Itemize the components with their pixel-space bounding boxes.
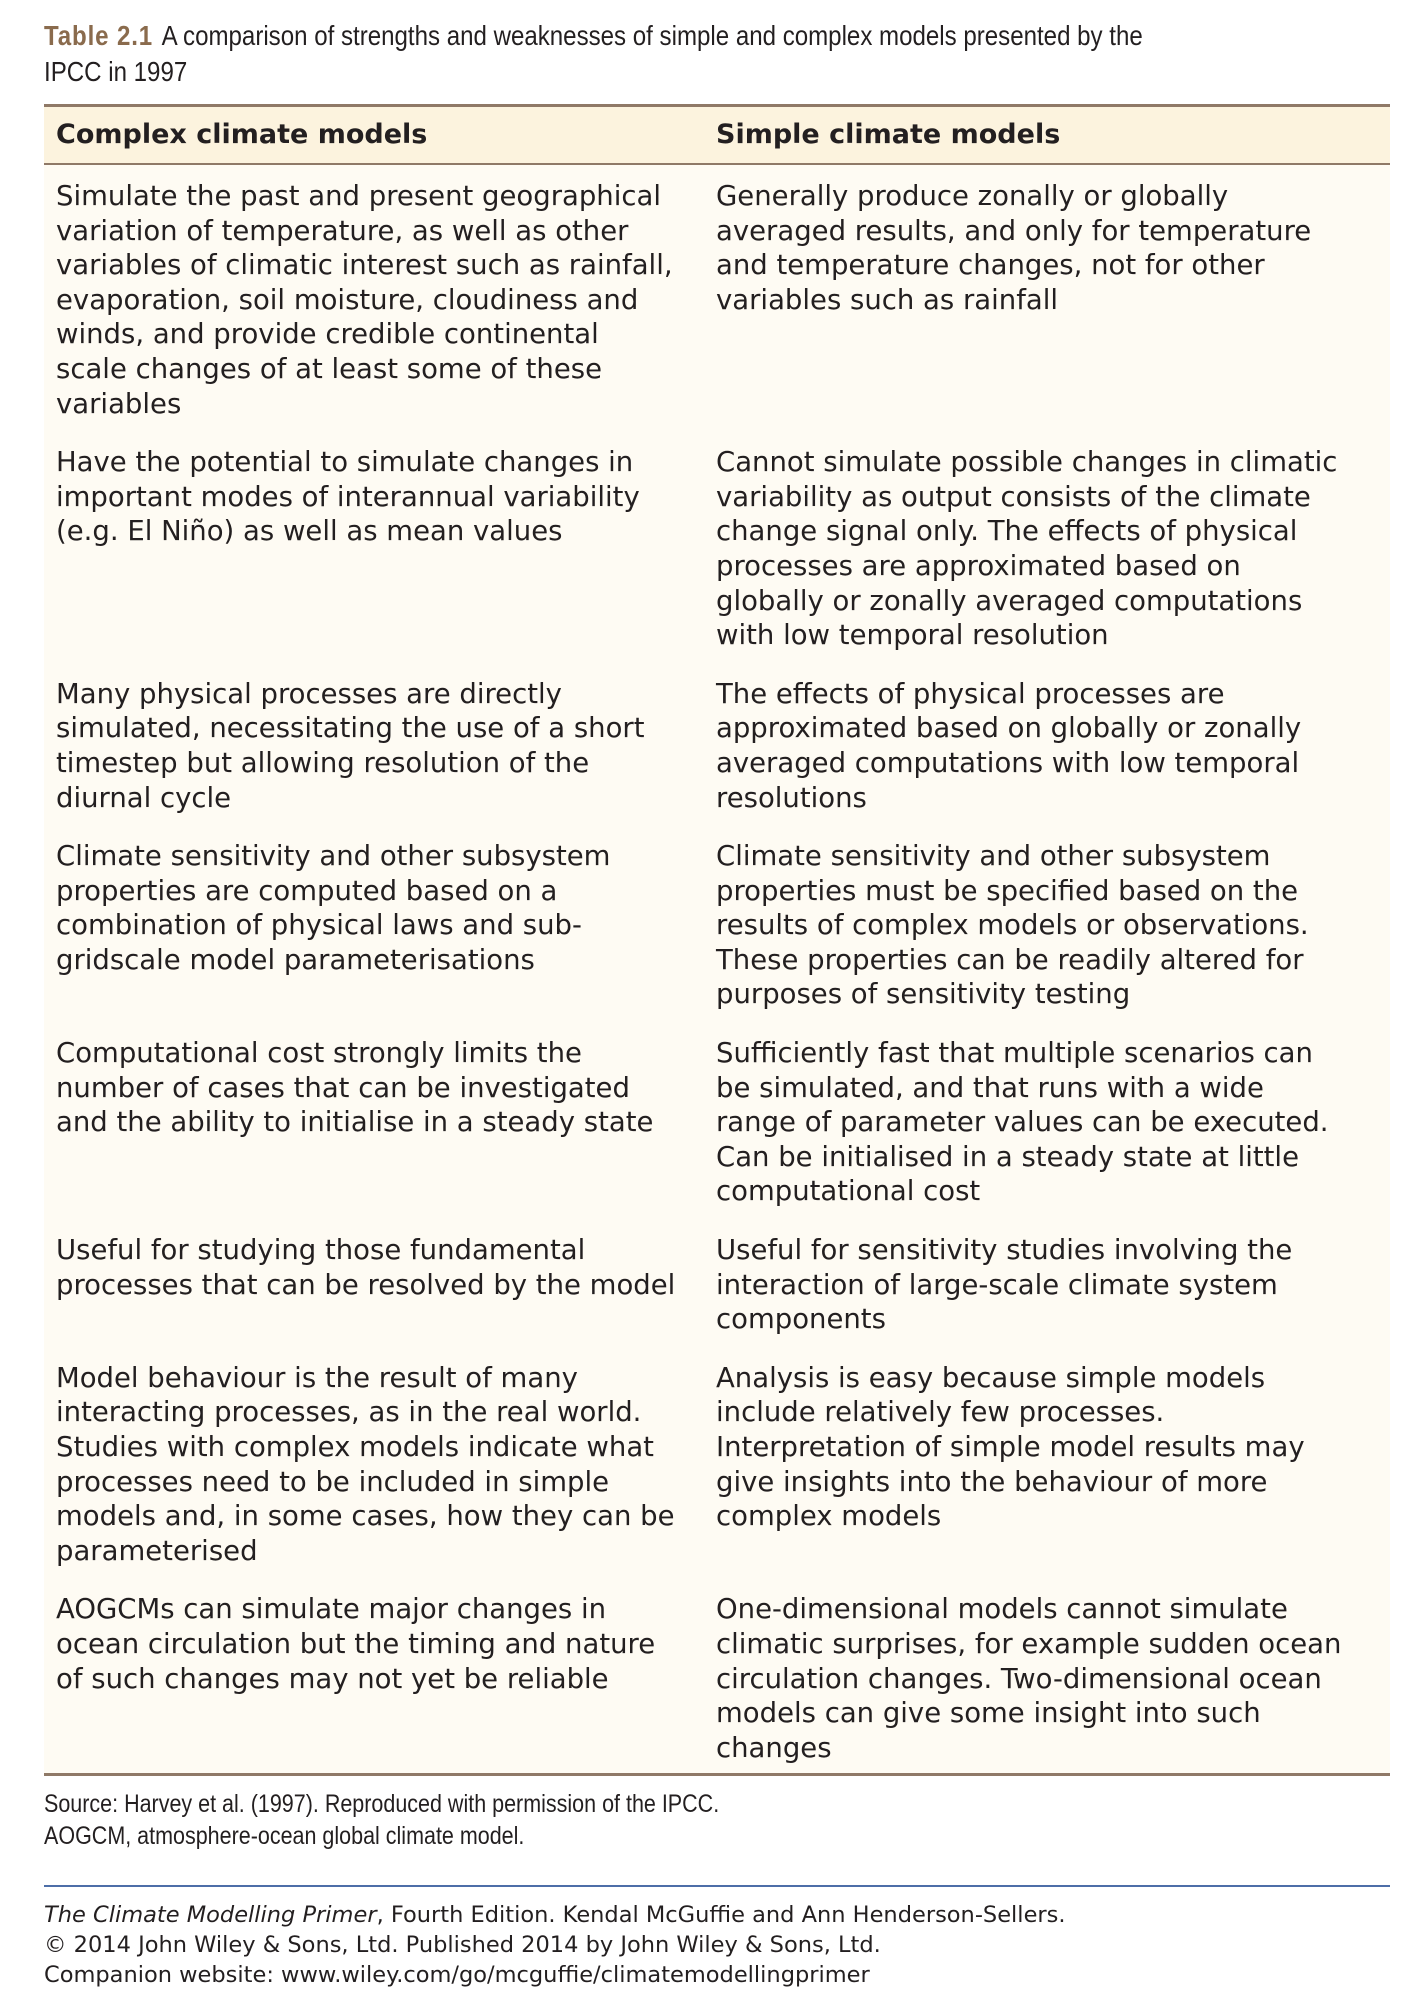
complex-models-cell [44,164,704,445]
cell-text-line: variability as output consists of the climate [716,480,1311,513]
cell-text-line: Useful for sensitivity studies involving the [716,1234,1293,1267]
book-title: The Climate Modelling Primer [44,1902,377,1928]
cell-text-line: computational cost [716,1175,981,1208]
cell-text-line: be simulated, and that runs with a wide [716,1071,1264,1104]
cell-text-line: winds, and provide credible continental [56,318,599,351]
cell-text-line: with low temporal resolution [716,619,1109,652]
header-complex-models: Complex climate models [44,106,704,165]
cell-text-line: Sufficiently fast that multiple scenarios can [716,1037,1313,1070]
cell-text-line: The effects of physical processes are [716,677,1225,710]
cell-text-line: variables of climatic interest such as rainfall, [56,249,673,282]
cell-text-line: combination of physical laws and sub- [56,909,582,942]
cell-text-line: AOGCMs can simulate major changes in [56,1593,607,1626]
footer-citation [44,1900,1066,1930]
cell-text-line: climatic surprises, for example sudden ocean [716,1627,1342,1660]
cell-text-line: important modes of interannual variability [56,480,640,513]
cell-text-line: results of complex models or observations. [716,909,1309,942]
cell-text-line: globally or zonally averaged computations [716,584,1303,617]
simple-models-cell [704,1233,1390,1361]
simple-models-cell [704,445,1390,677]
cell-text-line: number of cases that can be investigated [56,1071,630,1104]
cell-text-line: processes are approximated based on [716,549,1241,582]
simple-models-cell [704,1361,1390,1593]
cell-text-line: models and, in some cases, how they can be [56,1500,675,1533]
cell-text-line: Cannot simulate possible changes in climatic [716,446,1338,479]
cell-text-line: processes that can be resolved by the model [56,1268,676,1301]
table-body [44,164,1390,1775]
simple-models-cell [704,839,1390,1036]
cell-text-line: Climate sensitivity and other subsystem [716,840,1271,873]
complex-models-cell [44,839,704,1036]
cell-text-line: variables [56,387,182,420]
cell-text-line: Useful for studying those fundamental [56,1234,586,1267]
abbreviation-note: AOGCM, atmosphere-ocean global climate model. [44,1822,525,1851]
cell-text-line: include relatively few processes. [716,1396,1165,1429]
footer-website: Companion website: www.wiley.com/go/mcguffie/climatemodellingprimer [44,1962,870,1988]
cell-text-line: Analysis is easy because simple models [716,1361,1266,1394]
table-row [44,1361,1390,1593]
cell-text-line: gridscale model parameterisations [56,943,535,976]
cell-text-line: resolutions [716,781,867,814]
page [44,18,1390,1852]
table-notes [44,1788,1387,1852]
page-footer [44,1900,1066,1990]
book-details: , Fourth Edition. Kendal McGuffie and Ann Henderson-Sellers. [376,1902,1066,1928]
cell-text-line: ocean circulation but the timing and nature [56,1627,656,1660]
table-header-row [44,106,1390,165]
cell-text-line: timestep but allowing resolution of the [56,746,590,779]
cell-text-line: scale changes of at least some of these [56,352,602,385]
cell-text-line: changes [716,1731,832,1764]
cell-text-line: Studies with complex models indicate what [56,1431,654,1463]
cell-text-line: components [716,1303,886,1336]
table-row [44,839,1390,1036]
cell-text-line: Generally produce zonally or globally [716,180,1229,212]
cell-text-line: Computational cost strongly limits the [56,1037,582,1070]
cell-text-line: complex models [716,1500,942,1533]
complex-models-cell [44,1036,704,1233]
cell-text-line: of such changes may not yet be reliable [56,1662,609,1695]
cell-text-line: diurnal cycle [56,781,232,814]
cell-text-line: Simulate the past and present geographical [56,180,661,212]
cell-text-line: properties are computed based on a [56,874,558,907]
caption-text-line2: IPCC in 1997 [44,56,188,87]
cell-text-line: variation of temperature, as well as other [56,214,629,247]
cell-text-line: interacting processes, as in the real world. [56,1396,642,1429]
cell-text-line: circulation changes. Two-dimensional ocean [716,1662,1322,1695]
header-simple-models: Simple climate models [704,106,1390,165]
cell-text-line: change signal only. The effects of physical [716,515,1298,548]
table-row [44,445,1390,677]
cell-text-line: Model behaviour is the result of many [56,1361,578,1394]
cell-text-line: range of parameter values can be executed. [716,1106,1329,1139]
complex-models-cell [44,677,704,839]
cell-text-line: One-dimensional models cannot simulate [716,1593,1288,1626]
caption-text-line1: A comparison of strengths and weaknesses of simple and complex models presented by the [161,20,1143,51]
cell-text-line: models can give some insight into such [716,1697,1261,1730]
cell-text-line: averaged results, and only for temperature [716,214,1312,247]
cell-text-line: Climate sensitivity and other subsystem [56,840,611,873]
cell-text-line: properties must be specified based on the [716,874,1299,907]
cell-text-line: simulated, necessitating the use of a short [56,712,645,745]
comparison-table [44,104,1390,1776]
cell-text-line: processes need to be included in simple [56,1465,610,1498]
cell-text-line: variables such as rainfall [716,283,1059,316]
table-row [44,677,1390,839]
simple-models-cell [704,1592,1390,1774]
simple-models-cell [704,677,1390,839]
simple-models-cell [704,1036,1390,1233]
complex-models-cell [44,1361,704,1593]
simple-models-cell [704,164,1390,445]
complex-models-cell [44,445,704,677]
cell-text-line: and temperature changes, not for other [716,249,1265,282]
table-row [44,1036,1390,1233]
cell-text-line: These properties can be readily altered for [716,943,1304,976]
cell-text-line: and the ability to initialise in a steady state [56,1106,654,1139]
footer-divider [44,1885,1390,1887]
table-row [44,1233,1390,1361]
cell-text-line: Interpretation of simple model results may [716,1431,1305,1463]
complex-models-cell [44,1233,704,1361]
cell-text-line: Have the potential to simulate changes in [56,446,634,479]
cell-text-line: approximated based on globally or zonally [716,712,1302,745]
cell-text-line: parameterised [56,1534,258,1567]
cell-text-line: Many physical processes are directly [56,677,562,710]
table-caption [44,18,1387,90]
cell-text-line: averaged computations with low temporal [716,746,1300,779]
cell-text-line: give insights into the behaviour of more [716,1465,1268,1498]
cell-text-line: purposes of sensitivity testing [716,978,1131,1011]
cell-text-line: interaction of large-scale climate system [716,1268,1278,1301]
table-row [44,1592,1390,1774]
source-note: Source: Harvey et al. (1997). Reproduced with permission of the IPCC. [44,1790,720,1819]
table-label: Table 2.1 [44,20,154,51]
complex-models-cell [44,1592,704,1774]
cell-text-line: Can be initialised in a steady state at little [716,1140,1299,1173]
table-row [44,164,1390,445]
cell-text-line: evaporation, soil moisture, cloudiness and [56,283,639,316]
cell-text-line: (e.g. El Niño) as well as mean values [56,515,563,548]
footer-copyright: © 2014 John Wiley & Sons, Ltd. Published 2014 by John Wiley & Sons, Ltd. [44,1932,881,1958]
